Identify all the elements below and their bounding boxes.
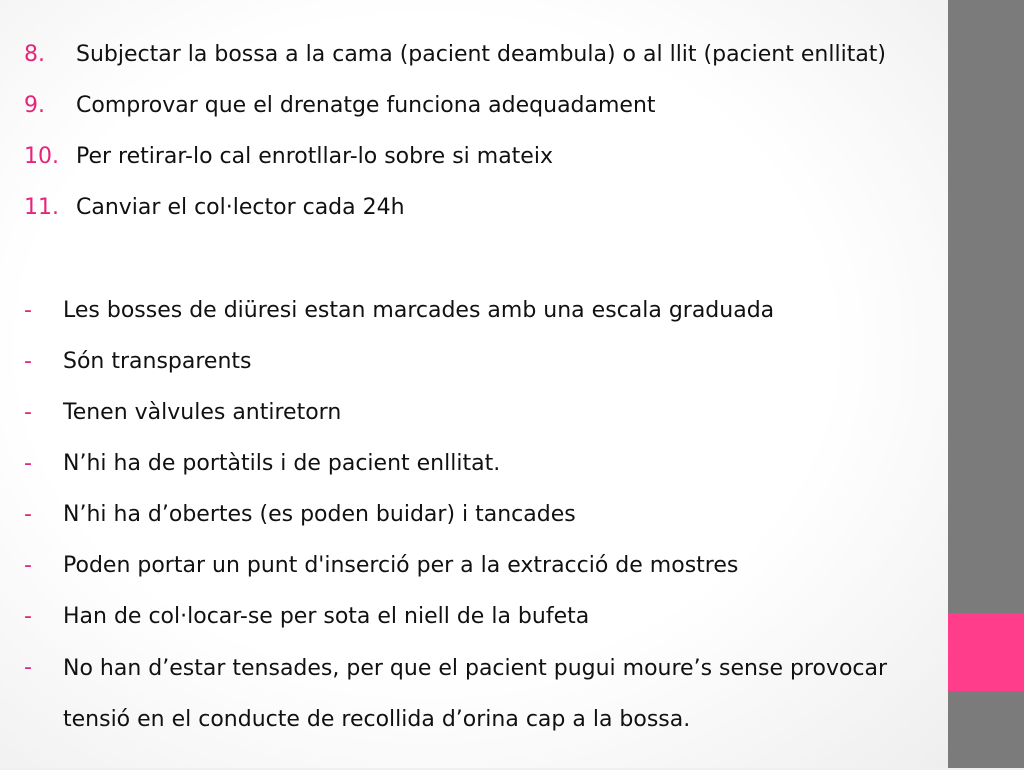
list-text: No han d’estar tensades, per que el pacient pugui moure’s sense provocar tensió en el conducte de recollida d’orina cap a la bossa.: [63, 656, 888, 732]
sidebar-accent-block: [948, 613, 1024, 691]
bullet-dash: -: [24, 349, 32, 374]
bullet-dash: -: [24, 451, 32, 476]
list-number: 11.: [24, 195, 59, 220]
bullet-dash: -: [24, 553, 32, 578]
list-text: Són transparents: [63, 349, 252, 374]
list-text: N’hi ha d’obertes (es poden buidar) i tancades: [63, 502, 576, 527]
list-number: 10.: [24, 144, 59, 169]
list-item: [24, 502, 923, 528]
list-item: [24, 349, 923, 375]
list-text: Per retirar-lo cal enrotllar-lo sobre si mateix: [76, 144, 553, 169]
bullet-list: [24, 298, 923, 770]
list-item: [24, 553, 923, 579]
list-item: [24, 144, 886, 195]
numbered-list: [24, 42, 886, 246]
bullet-dash: -: [24, 502, 32, 527]
bullet-dash: -: [24, 655, 32, 680]
list-item: [24, 195, 886, 246]
bullet-dash: -: [24, 400, 32, 425]
list-text: Comprovar que el drenatge funciona adequadament: [76, 93, 656, 118]
list-text: Han de col·locar-se per sota el niell de la bufeta: [63, 604, 590, 629]
list-item: [24, 655, 923, 745]
list-item: [24, 451, 923, 477]
list-item: [24, 298, 923, 324]
list-text: N’hi ha de portàtils i de pacient enllitat.: [63, 451, 501, 476]
list-text: Les bosses de diüresi estan marcades amb una escala graduada: [63, 298, 775, 323]
bullet-dash: -: [24, 604, 32, 629]
list-item: [24, 42, 886, 93]
list-number: 8.: [24, 42, 45, 67]
bullet-dash: -: [24, 298, 32, 323]
list-text: Tenen vàlvules antiretorn: [63, 400, 342, 425]
list-text: Canviar el col·lector cada 24h: [76, 195, 405, 220]
list-text: Poden portar un punt d'inserció per a la extracció de mostres: [63, 553, 739, 578]
list-text: Subjectar la bossa a la cama (pacient deambula) o al llit (pacient enllitat): [76, 42, 887, 67]
list-item: [24, 93, 886, 144]
list-item: [24, 400, 923, 426]
list-number: 9.: [24, 93, 45, 118]
list-item: [24, 604, 923, 630]
